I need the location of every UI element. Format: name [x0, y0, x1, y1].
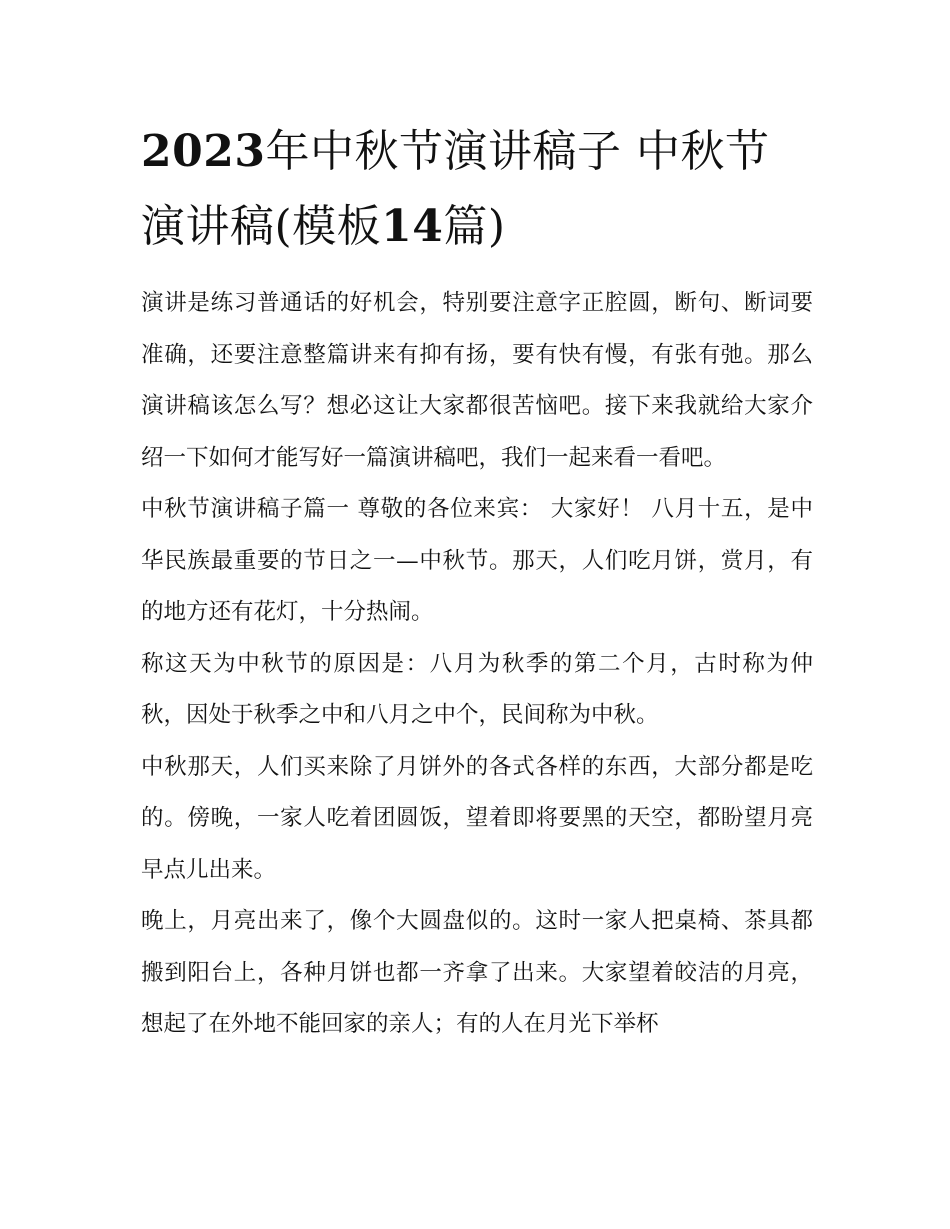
paragraph-evening: 中秋那天，人们买来除了月饼外的各式各样的东西，大部分都是吃的。傍晚，一家人吃着团圆饭，望着即将要黑的天空，都盼望月亮早点儿出来。 — [141, 753, 813, 883]
paragraph-moon: 晚上，月亮出来了，像个大圆盘似的。这时一家人把桌椅、茶具都搬到阳台上，各种月饼也都一齐拿了出来。大家望着皎洁的月亮，想起了在外地不能回家的亲人；有的人在月光下举杯 — [141, 908, 813, 1037]
title-count: 14 — [381, 201, 444, 252]
title-suffix: 篇) — [443, 201, 506, 252]
title-year: 2023 — [141, 126, 266, 177]
title-text: 年中秋节演讲稿子 中秋节演讲稿(模板 — [141, 126, 770, 252]
paragraph-greeting: 中秋节演讲稿子篇一 尊敬的各位来宾： 大家好！ 八月十五，是中华民族最重要的节日之一—中秋节。那天，人们吃月饼，赏月，有的地方还有花灯，十分热闹。 — [141, 496, 813, 625]
paragraph-intro: 演讲是练习普通话的好机会，特别要注意字正腔圆，断句、断词要准确，还要注意整篇讲来有抑有扬，要有快有慢，有张有弛。那么演讲稿该怎么写？想必这让大家都很苦恼吧。接下来我就给大家介绍一下如何才能写好一篇演讲稿吧，我们一起来看一看吧。 — [141, 290, 813, 471]
paragraph-origin: 称这天为中秋节的原因是：八月为秋季的第二个月，古时称为仲秋，因处于秋季之中和八月之中个，民间称为中秋。 — [141, 650, 813, 728]
document-body — [141, 114, 813, 1051]
document-title — [141, 114, 813, 264]
